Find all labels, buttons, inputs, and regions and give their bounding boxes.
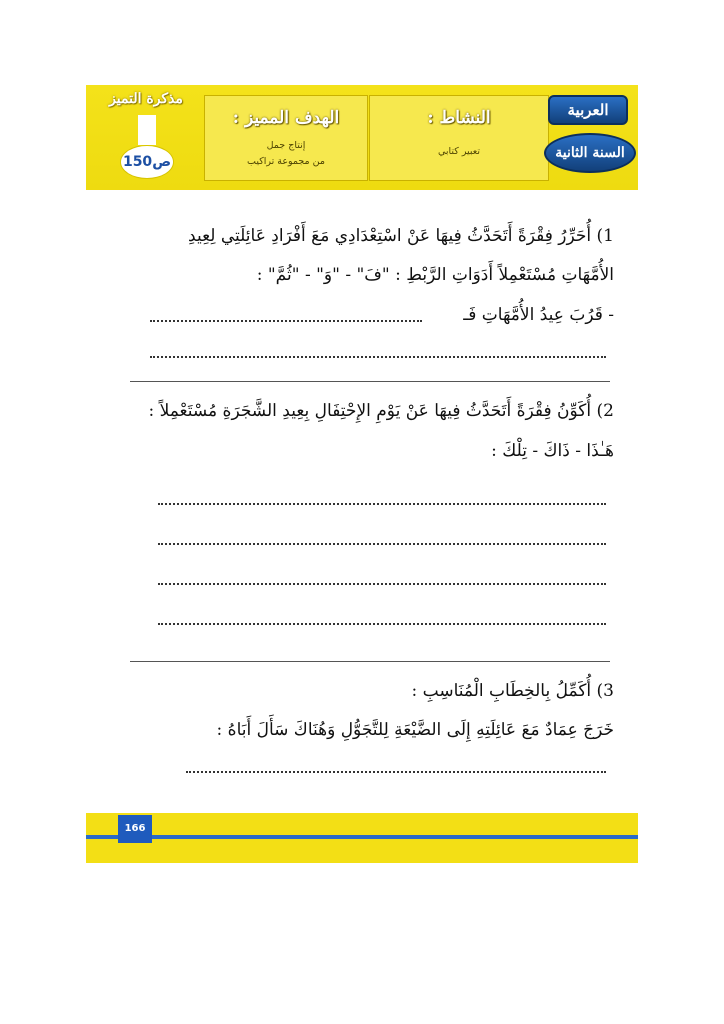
brand-title: مذكرة التميز (109, 91, 183, 107)
exercise-3-line-2: خَرَجَ عِمَادٌ مَعَ عَائِلَتِهِ إِلَى الضَّيْعَةِ لِلتَّجَوُّلِ وَهُنَاكَ سَأَلَ أَبَاهُ : (216, 720, 614, 740)
answer-line[interactable] (150, 356, 606, 358)
footer-stripe (86, 835, 638, 839)
page-reference-badge: ص150 (120, 145, 174, 179)
answer-line[interactable] (158, 503, 606, 505)
exercise-1-line-1: 1) أُحَرِّرُ فِقْرَةً أَتَحَدَّثُ فِيهَا عَنْ اسْتِعْدَادِي مَعَ أَفْرَادِ عَائِلَتِي لِعِيدِ (188, 226, 614, 246)
exercise-1-line-3: - قَرُبَ عِيدُ الأُمَّهَاتِ فَـ (463, 305, 614, 325)
goal-line-1: إنتاج جمل (266, 140, 306, 151)
brand-logo (94, 89, 198, 185)
answer-line[interactable] (158, 543, 606, 545)
exercise-2-line-1: 2) أُكَوِّنُ فِقْرَةً أَتَحَدَّثُ فِيهَا عَنْ يَوْمِ الإِحْتِفَالِ بِعِيدِ الشَّجَرَةِ مُسْتَعْمِلاً : (148, 401, 614, 421)
answer-line[interactable] (150, 320, 422, 322)
answer-line[interactable] (158, 623, 606, 625)
grade-label: السنة الثانية (544, 133, 636, 173)
answer-line[interactable] (186, 771, 606, 773)
goal-line-2: من مجموعة تراكيب (247, 156, 325, 167)
answer-line[interactable] (158, 583, 606, 585)
exercise-2-line-2: هَـٰذَا - ذَاكَ - تِلْكَ : (491, 441, 614, 461)
exercise-3-line-1: 3) أُكَمِّلُ بِالخِطَابِ الْمُنَاسِبِ : (411, 681, 614, 701)
goal-box (204, 95, 368, 181)
activity-subtitle: تعبير كتابي (437, 146, 481, 157)
activity-box (369, 95, 549, 181)
subject-label: العربية (548, 95, 628, 125)
exercise-1-line-2: الأُمَّهَاتِ مُسْتَعْمِلاً أَدَوَاتِ الرَّبْطِ : "فَ" - "وَ" - "ثُمَّ" : (256, 265, 614, 285)
activity-title: النشاط : (427, 108, 491, 128)
section-divider (130, 661, 610, 662)
brand-stem (138, 115, 156, 145)
page-header (86, 85, 638, 190)
goal-title: الهدف المميز : (232, 108, 340, 128)
section-divider (130, 381, 610, 382)
page-number: 166 (118, 815, 152, 843)
